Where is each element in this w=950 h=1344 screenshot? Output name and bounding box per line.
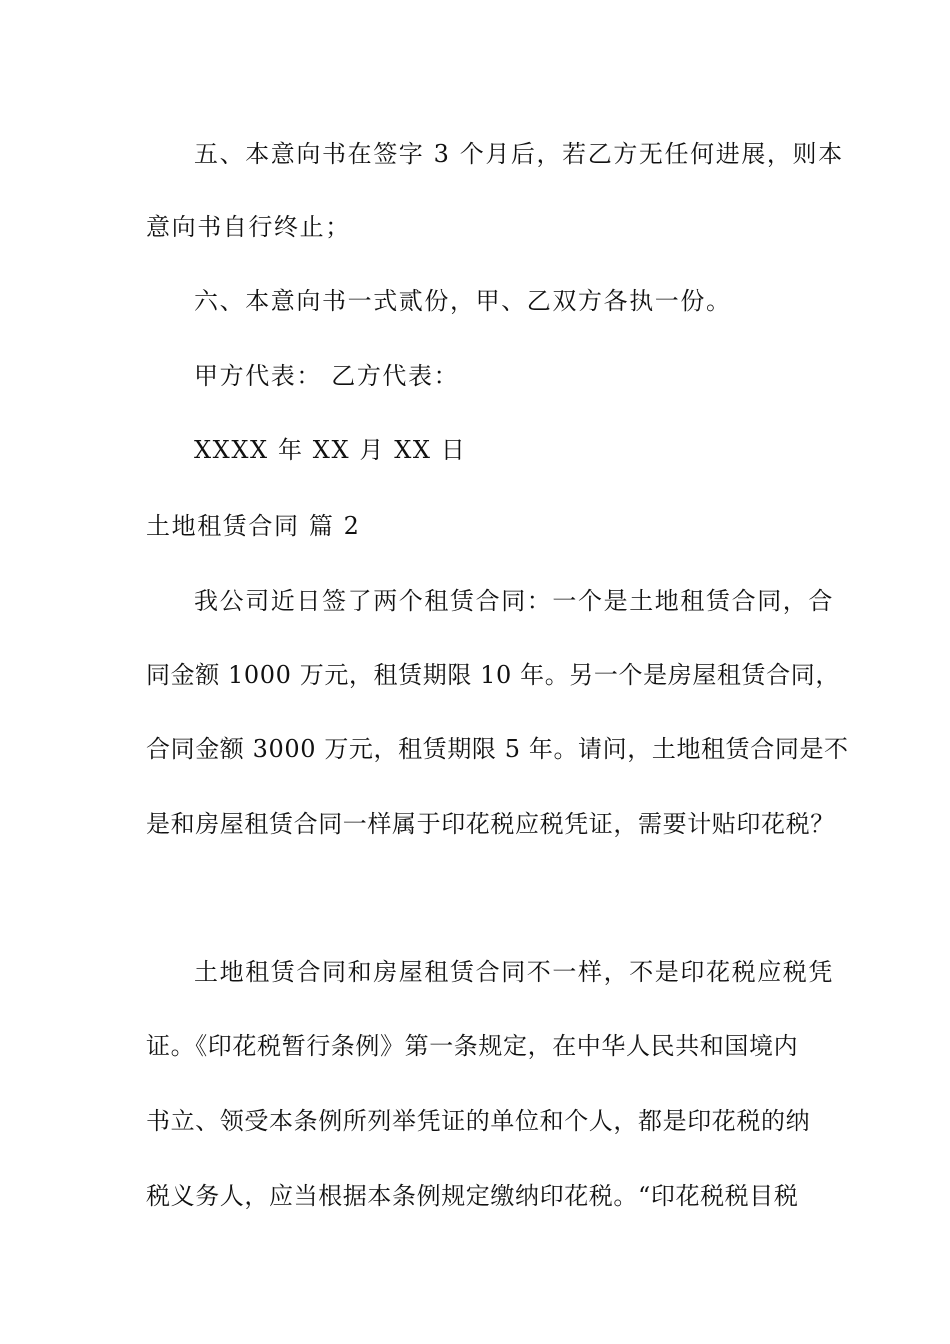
paragraph-line: 六、本意向书一式贰份，甲、乙双方各执一份。 — [194, 287, 732, 315]
paragraph-line: 合同金额 3000 万元，租赁期限 5 年。请问，土地租赁合同是不 — [146, 735, 849, 763]
date-line: XXXX 年 XX 月 XX 日 — [194, 436, 467, 464]
paragraph-line: 土地租赁合同和房屋租赁合同不一样，不是印花税应税凭 — [194, 958, 834, 986]
signature-line: 甲方代表： 乙方代表： — [194, 362, 460, 390]
paragraph-line: 税义务人，应当根据本条例规定缴纳印花税。“印花税税目税 — [146, 1182, 799, 1210]
paragraph-line: 是和房屋租赁合同一样属于印花税应税凭证，需要计贴印花税？ — [146, 810, 835, 838]
paragraph-line: 书立、领受本条例所列举凭证的单位和个人，都是印花税的纳 — [146, 1107, 811, 1135]
paragraph-line: 同金额 1000 万元，租赁期限 10 年。另一个是房屋租赁合同， — [146, 661, 840, 689]
paragraph-line: 意向书自行终止； — [146, 213, 351, 241]
paragraph-line: 五、本意向书在签字 3 个月后，若乙方无任何进展，则本 — [194, 140, 844, 168]
paragraph-line: 我公司近日签了两个租赁合同：一个是土地租赁合同，合 — [194, 587, 834, 615]
section-heading: 土地租赁合同 篇 2 — [146, 512, 361, 540]
paragraph-line: 证。《印花税暂行条例》第一条规定，在中华人民共和国境内 — [146, 1032, 799, 1060]
